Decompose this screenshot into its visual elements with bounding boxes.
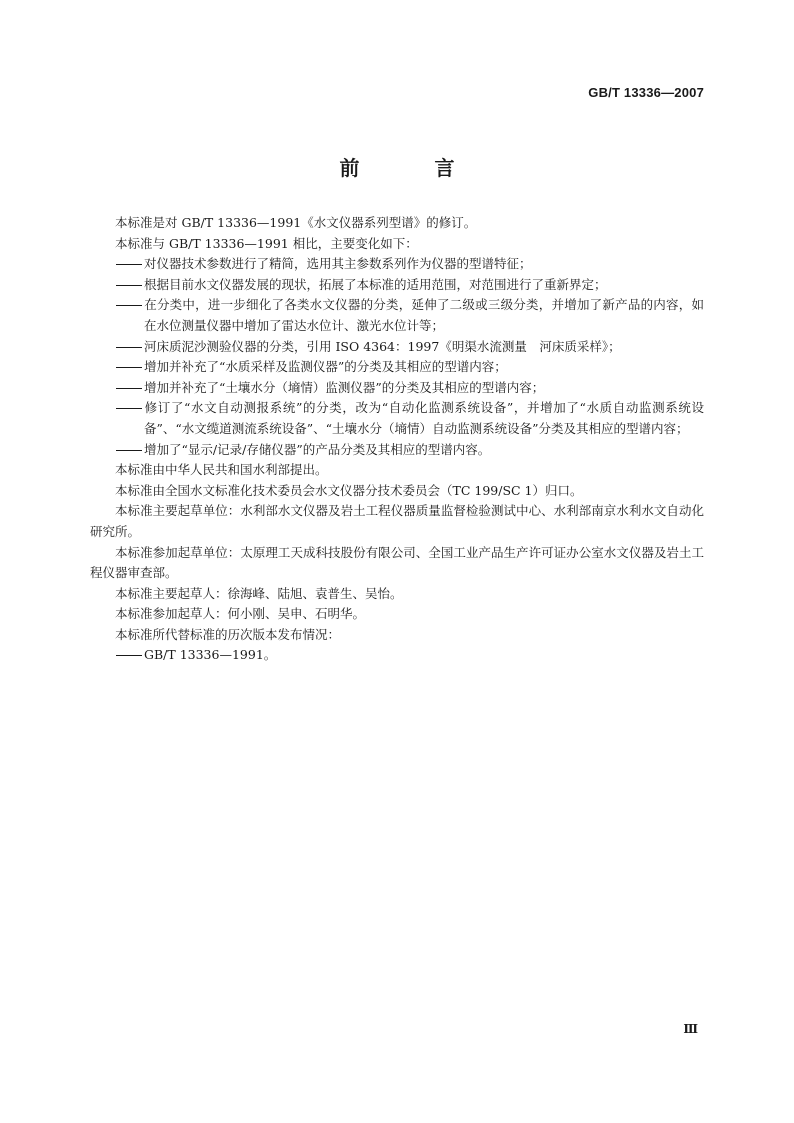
change-item: 对仪器技术参数进行了精简，选用其主参数系列作为仪器的型谱特征； xyxy=(90,254,704,275)
change-item: 根据目前水文仪器发展的现状，拓展了本标准的适用范围，对范围进行了重新界定； xyxy=(90,275,704,296)
page-number: Ⅲ xyxy=(683,1022,698,1036)
paragraph-history-intro: 本标准所代替标准的历次版本发布情况： xyxy=(115,626,341,642)
dash-mark xyxy=(116,275,144,296)
paragraph-revision: 本标准是对 GB/T 13336—1991《水文仪器系列型谱》的修订。 xyxy=(115,215,477,230)
change-item: 修订了“水文自动测报系统”的分类，改为“自动化监测系统设备”，并增加了“水质自动监测系统设备”、“水文缆道测流系统设备”、“土壤水分（墒情）自动监测系统设备”分类及其相应的型谱内容； xyxy=(90,398,704,439)
paragraph-participating-units: 本标准参加起草单位：太原理工天成科技股份有限公司、全国工业产品生产许可证办公室水文仪器及岩土工程仪器审查部。 xyxy=(90,544,704,581)
paragraph-changes-intro: 本标准与 GB/T 13336—1991 相比，主要变化如下： xyxy=(115,235,418,251)
change-item: 在分类中，进一步细化了各类水文仪器的分类，延伸了二级或三级分类，并增加了新产品的内容，如在水位测量仪器中增加了雷达水位计、激光水位计等； xyxy=(90,295,704,336)
paragraph-main-drafters: 本标准主要起草人：徐海峰、陆旭、袁普生、吴怡。 xyxy=(115,585,403,601)
change-item: 增加了“显示/记录/存储仪器”的产品分类及其相应的型谱内容。 xyxy=(90,440,704,461)
dash-mark xyxy=(116,254,144,275)
preface-body xyxy=(90,213,704,666)
change-item: 增加并补充了“水质采样及监测仪器”的分类及其相应的型谱内容； xyxy=(90,357,704,378)
change-item: 增加并补充了“土壤水分（墒情）监测仪器”的分类及其相应的型谱内容； xyxy=(90,378,704,399)
dash-mark xyxy=(116,398,144,419)
paragraph-proposer: 本标准由中华人民共和国水利部提出。 xyxy=(115,462,328,478)
standard-code: GB/T 13336—2007 xyxy=(588,85,704,100)
dash-mark xyxy=(116,378,144,399)
history-item: GB/T 13336—1991。 xyxy=(90,645,704,666)
dash-mark xyxy=(116,337,144,358)
dash-mark xyxy=(116,357,144,378)
page-title: 前 言 xyxy=(339,156,489,180)
paragraph-administrator: 本标准由全国水文标准化技术委员会水文仪器分技术委员会（TC 199/SC 1）归口。 xyxy=(115,482,583,498)
dash-mark xyxy=(116,295,144,316)
paragraph-participating-drafters: 本标准参加起草人：何小刚、吴申、石明华。 xyxy=(115,606,366,622)
dash-mark xyxy=(116,440,144,461)
dash-mark xyxy=(116,645,144,666)
paragraph-main-drafting-units: 本标准主要起草单位：水利部水文仪器及岩土工程仪器质量监督检验测试中心、水利部南京水利水文自动化研究所。 xyxy=(90,503,704,539)
change-item: 河床质泥沙测验仪器的分类，引用 ISO 4364：1997《明渠水流测量 河床质采样》； xyxy=(90,337,704,358)
